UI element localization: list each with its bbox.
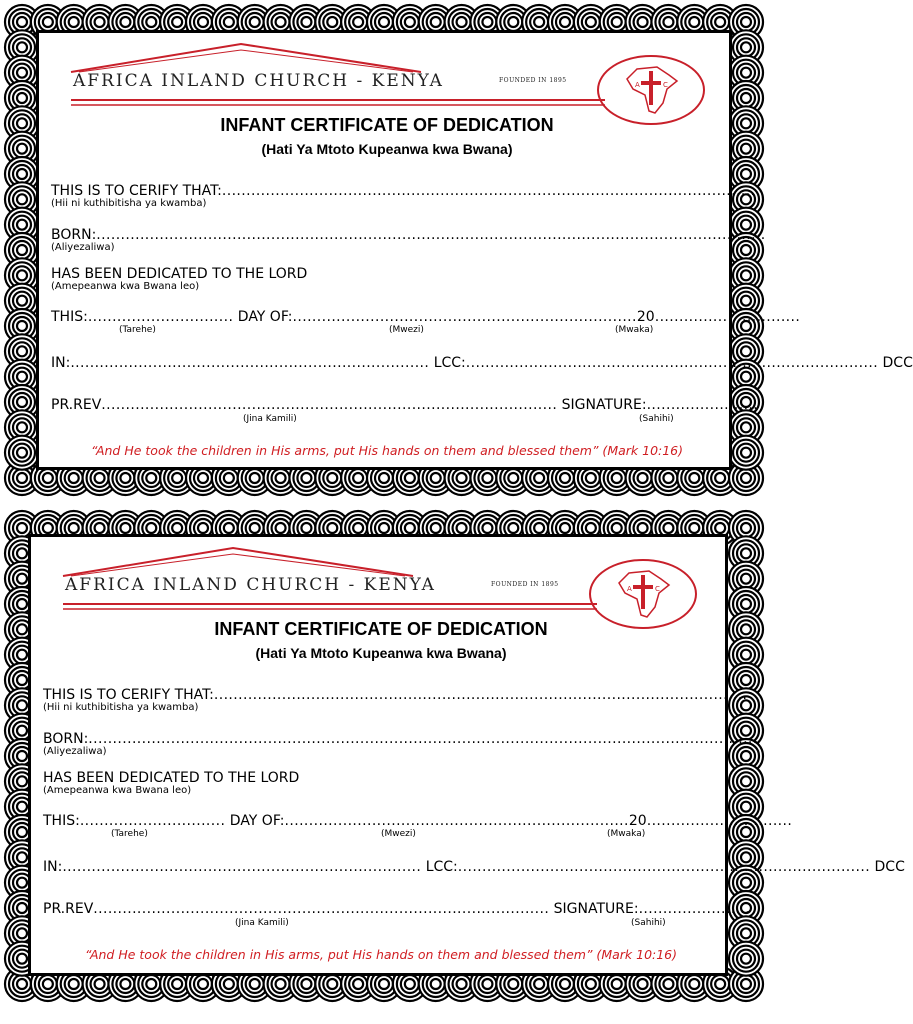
year-label: 20	[628, 813, 647, 829]
bible-quote: “And He took the children in His arms, put His hands on them and blessed them” (Mark 10:16)	[84, 947, 678, 962]
church-name: AFRICA INLAND CHURCH - KENYA	[73, 71, 444, 91]
location-line: IN:.......................................................................... LCC:..................................................................................... DCC	[51, 355, 913, 371]
certificate-panel	[36, 30, 913, 470]
this-label: THIS:	[51, 309, 88, 325]
certify-swahili: (Hii ni kuthibitisha ya kwamba)	[51, 198, 207, 209]
in-label: IN:	[43, 859, 63, 875]
signature-label: SIGNATURE:	[553, 901, 639, 917]
day-of-label: DAY OF:	[229, 813, 285, 829]
dcc-label: DCC	[882, 355, 913, 371]
pastor-line: PR.REV.............................................................................................. SIGNATURE:.......................	[43, 901, 751, 917]
mwaka-label: (Mwaka)	[615, 325, 654, 335]
mwezi-label: (Mwezi)	[381, 829, 416, 839]
svg-text:A: A	[627, 585, 632, 593]
certificate-title: INFANT CERTIFICATE OF DEDICATION	[214, 619, 548, 639]
born-dots: ..........................................................................................................................................	[96, 227, 766, 243]
certificate-title: INFANT CERTIFICATE OF DEDICATION	[220, 115, 554, 135]
svg-text:C: C	[655, 585, 660, 593]
date-line: THIS:.............................. DAY OF:.......................................................................20..............................	[43, 813, 793, 829]
in-label: IN:	[51, 355, 71, 371]
dedicated-swahili: (Amepeanwa kwa Bwana leo)	[51, 281, 200, 292]
born-line	[51, 227, 766, 243]
certificate-subtitle: (Hati Ya Mtoto Kupeanwa kwa Bwana)	[261, 141, 513, 157]
sahihi-label: (Sahihi)	[631, 918, 666, 928]
church-name: AFRICA INLAND CHURCH - KENYA	[65, 575, 436, 595]
certificate-1	[0, 0, 913, 500]
dedicated-swahili: (Amepeanwa kwa Bwana leo)	[43, 785, 192, 796]
year-label: 20	[636, 309, 655, 325]
tarehe-label: (Tarehe)	[111, 829, 148, 839]
born-line	[43, 731, 758, 747]
location-line: IN:.......................................................................... LCC:..................................................................................... DCC	[43, 859, 905, 875]
certify-swahili: (Hii ni kuthibitisha ya kwamba)	[43, 702, 199, 713]
born-label: BORN:	[51, 227, 97, 243]
jina-label: (Jina Kamili)	[235, 918, 289, 928]
tarehe-label: (Tarehe)	[119, 325, 156, 335]
lcc-label: LCC:	[425, 859, 458, 875]
certify-label: THIS IS TO CERIFY THAT:	[43, 687, 214, 703]
certificate-subtitle: (Hati Ya Mtoto Kupeanwa kwa Bwana)	[255, 645, 507, 661]
born-swahili: (Aliyezaliwa)	[43, 746, 107, 757]
certify-label: THIS IS TO CERIFY THAT:	[51, 183, 222, 199]
founded-text: FOUNDED IN 1895	[499, 77, 567, 84]
born-dots: ..........................................................................................................................................	[88, 731, 758, 747]
certificate-panel	[28, 534, 905, 976]
certify-line	[43, 687, 747, 703]
this-label: THIS:	[43, 813, 80, 829]
dcc-label: DCC	[874, 859, 905, 875]
founded-text: FOUNDED IN 1895	[491, 581, 559, 588]
certify-dots: ..............................................................................................................	[221, 183, 756, 199]
born-swahili: (Aliyezaliwa)	[51, 242, 115, 253]
bible-quote: “And He took the children in His arms, put His hands on them and blessed them” (Mark 10:16)	[90, 443, 684, 458]
prrev-label: PR.REV	[51, 397, 102, 413]
date-line: THIS:.............................. DAY OF:.......................................................................20..............................	[51, 309, 801, 325]
certify-line	[51, 183, 755, 199]
jina-label: (Jina Kamili)	[243, 414, 297, 424]
mwezi-label: (Mwezi)	[389, 325, 424, 335]
border-ring	[5, 436, 39, 470]
prrev-label: PR.REV	[43, 901, 94, 917]
mwaka-label: (Mwaka)	[607, 829, 646, 839]
certify-dots: ..............................................................................................................	[213, 687, 748, 703]
signature-label: SIGNATURE:	[561, 397, 647, 413]
lcc-label: LCC:	[433, 355, 466, 371]
certificate-2	[0, 506, 905, 1006]
born-label: BORN:	[43, 731, 89, 747]
svg-text:A: A	[635, 81, 640, 89]
svg-text:C: C	[663, 81, 668, 89]
dedicated-line: HAS BEEN DEDICATED TO THE LORD	[51, 266, 308, 282]
sahihi-label: (Sahihi)	[639, 414, 674, 424]
day-of-label: DAY OF:	[237, 309, 293, 325]
border-ring	[729, 942, 763, 976]
dedicated-line: HAS BEEN DEDICATED TO THE LORD	[43, 770, 300, 786]
pastor-line: PR.REV.............................................................................................. SIGNATURE:.......................	[51, 397, 759, 413]
